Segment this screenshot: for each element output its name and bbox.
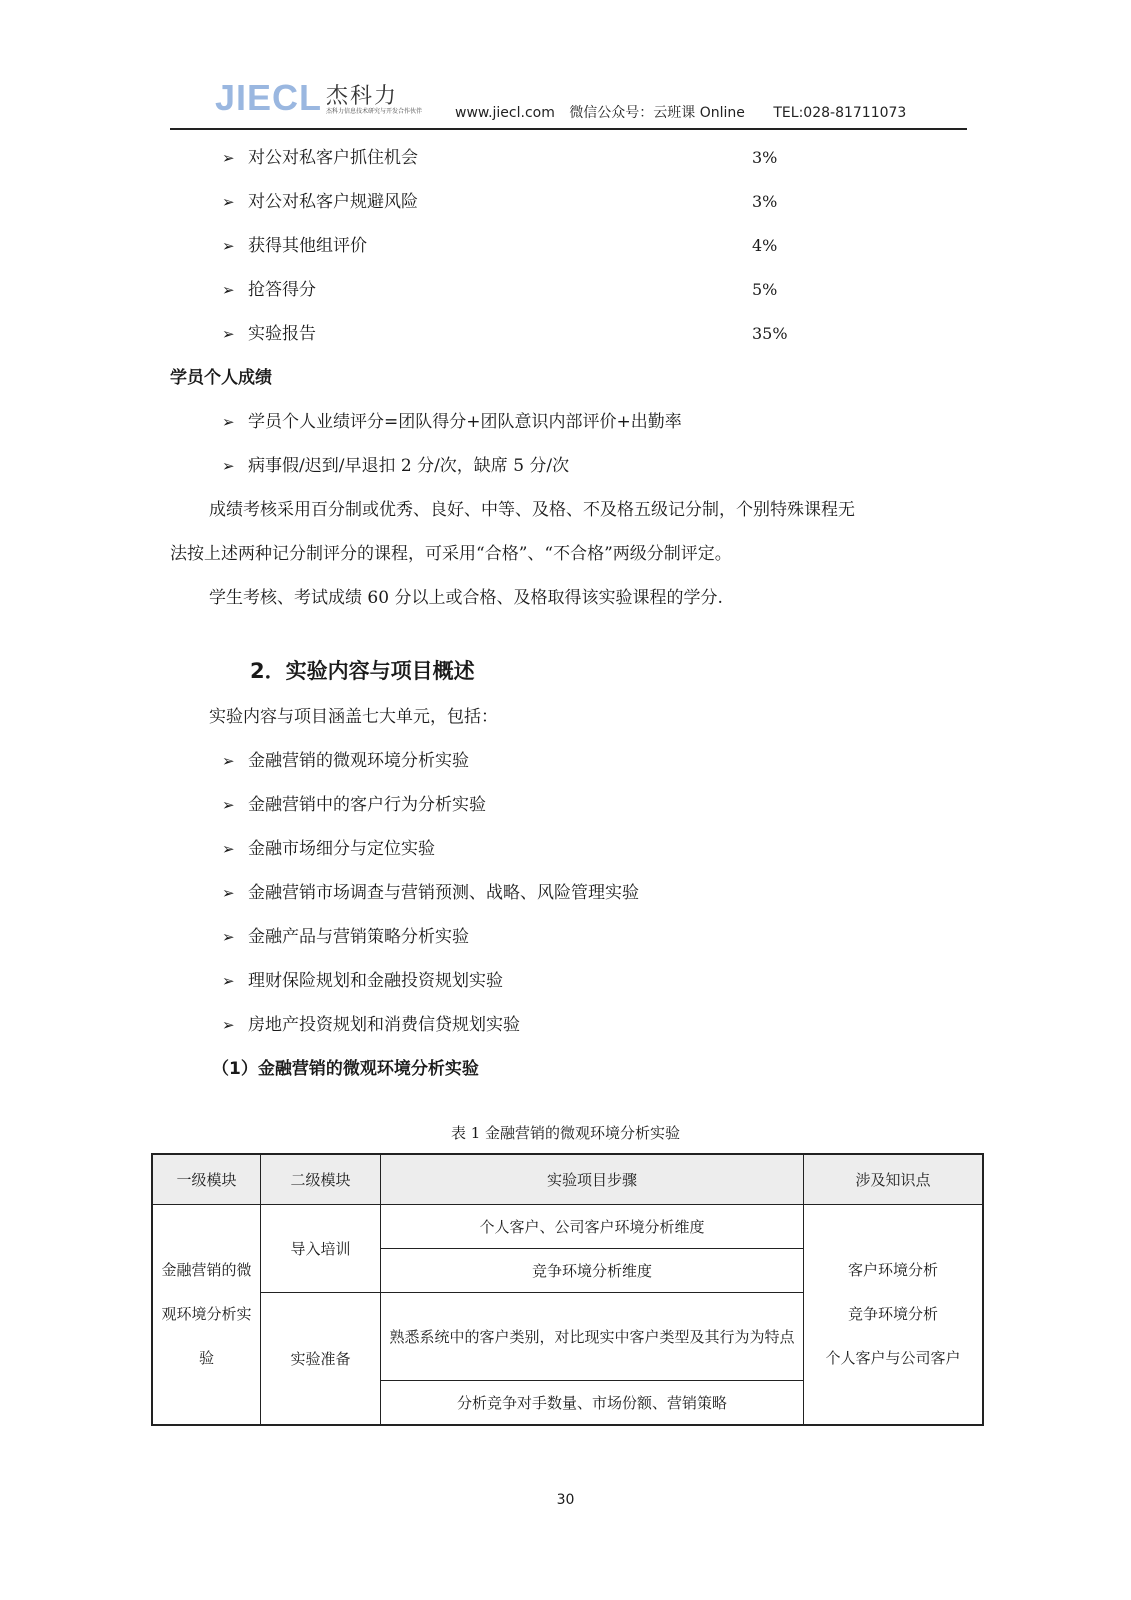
unit-list-item xyxy=(222,1014,520,1036)
bullet-arrow-icon: ➢ xyxy=(222,796,235,814)
sub-module-cell: 实验准备 xyxy=(261,1293,381,1425)
grading-paragraph-line2: 法按上述两种记分制评分的课程，可采用“合格”、“不合格”两级分制评定。 xyxy=(170,544,732,564)
jiecl-logo xyxy=(215,77,423,118)
unit-label: 房地产投资规划和消费信贷规划实验 xyxy=(248,1015,520,1035)
score-percent: 35% xyxy=(752,324,788,343)
score-percent: 4% xyxy=(752,236,778,255)
unit-label: 金融营销的微观环境分析实验 xyxy=(248,751,469,771)
step-cell: 竞争环境分析维度 xyxy=(381,1249,804,1293)
bullet-arrow-icon: ➢ xyxy=(222,413,235,431)
header-wechat: 微信公众号：云班课 Online xyxy=(569,105,745,121)
unit-label: 金融营销中的客户行为分析实验 xyxy=(248,795,486,815)
page-number: 30 xyxy=(556,1492,575,1508)
module-cell xyxy=(152,1205,261,1425)
bullet-arrow-icon: ➢ xyxy=(222,325,235,343)
knowledge-item: 客户环境分析 xyxy=(847,1261,938,1280)
knowledge-cell xyxy=(804,1205,984,1425)
step-cell: 个人客户、公司客户环境分析维度 xyxy=(381,1205,804,1249)
personal-score-heading: 学员个人成绩 xyxy=(170,368,272,388)
table-header-cell: 涉及知识点 xyxy=(804,1154,984,1205)
bullet-arrow-icon: ➢ xyxy=(222,752,235,770)
table-header-cell: 实验项目步骤 xyxy=(381,1154,804,1205)
personal-score-item xyxy=(222,411,682,433)
module-label: 金融营销的微观环境分析实验 xyxy=(161,1261,252,1368)
personal-score-text: 病事假/迟到/早退扣 2 分/次，缺席 5 分/次 xyxy=(248,456,570,476)
header-tel: TEL:028-81711073 xyxy=(773,105,907,121)
bullet-arrow-icon: ➢ xyxy=(222,840,235,858)
bullet-arrow-icon: ➢ xyxy=(222,1016,235,1034)
step-cell: 熟悉系统中的客户类别，对比现实中客户类型及其行为为特点 xyxy=(381,1293,804,1381)
grading-paragraph-line1: 成绩考核采用百分制或优秀、良好、中等、及格、不及格五级记分制，个别特殊课程无 xyxy=(209,500,855,520)
bullet-arrow-icon: ➢ xyxy=(222,149,235,167)
unit-label: 金融市场细分与定位实验 xyxy=(248,839,435,859)
score-item xyxy=(222,235,367,257)
score-item xyxy=(222,191,418,213)
score-percent: 3% xyxy=(752,148,778,167)
section-intro: 实验内容与项目涵盖七大单元，包括： xyxy=(209,707,498,727)
unit-list-item xyxy=(222,794,486,816)
sub-heading: （1）金融营销的微观环境分析实验 xyxy=(212,1059,479,1079)
header-contact-info xyxy=(455,102,916,122)
score-item xyxy=(222,147,418,169)
section-title: 2．实验内容与项目概述 xyxy=(250,659,475,683)
bullet-arrow-icon: ➢ xyxy=(222,972,235,990)
score-label: 对公对私客户规避风险 xyxy=(248,192,418,212)
table-caption: 表 1 金融营销的微观环境分析实验 xyxy=(450,1124,681,1142)
table-header-cell: 一级模块 xyxy=(152,1154,261,1205)
bullet-arrow-icon: ➢ xyxy=(222,193,235,211)
score-label: 获得其他组评价 xyxy=(248,236,367,256)
bullet-arrow-icon: ➢ xyxy=(222,281,235,299)
sub-module-cell: 导入培训 xyxy=(261,1205,381,1293)
personal-score-item xyxy=(222,455,569,477)
table-header-row xyxy=(152,1154,983,1205)
score-label: 抢答得分 xyxy=(248,280,316,300)
table-row xyxy=(152,1205,983,1249)
logo-latin-text: JIECL xyxy=(215,77,323,118)
knowledge-item: 个人客户与公司客户 xyxy=(825,1349,961,1368)
logo-subtitle: 杰科力信息技术研究与开发合作伙伴 xyxy=(326,108,423,115)
credit-paragraph: 学生考核、考试成绩 60 分以上或合格、及格取得该实验课程的学分. xyxy=(209,588,723,608)
unit-list-item xyxy=(222,882,639,904)
personal-score-text: 学员个人业绩评分=团队得分+团队意识内部评价+出勤率 xyxy=(248,412,682,432)
unit-list-item xyxy=(222,838,435,860)
header-website: www.jiecl.com xyxy=(455,105,555,121)
unit-list-item xyxy=(222,750,469,772)
score-percent: 3% xyxy=(752,192,778,211)
unit-list-item xyxy=(222,926,469,948)
bullet-arrow-icon: ➢ xyxy=(222,928,235,946)
bullet-arrow-icon: ➢ xyxy=(222,457,235,475)
unit-list-item xyxy=(222,970,503,992)
logo-chinese-text: 杰科力 xyxy=(326,84,399,109)
page-header xyxy=(170,70,967,130)
unit-label: 金融营销市场调查与营销预测、战略、风险管理实验 xyxy=(248,883,639,903)
unit-label: 理财保险规划和金融投资规划实验 xyxy=(248,971,503,991)
score-label: 实验报告 xyxy=(248,324,316,344)
bullet-arrow-icon: ➢ xyxy=(222,884,235,902)
score-item xyxy=(222,279,316,301)
knowledge-item: 竞争环境分析 xyxy=(847,1305,938,1324)
score-label: 对公对私客户抓住机会 xyxy=(248,148,418,168)
table-header-cell: 二级模块 xyxy=(261,1154,381,1205)
unit-label: 金融产品与营销策略分析实验 xyxy=(248,927,469,947)
score-item xyxy=(222,323,316,345)
bullet-arrow-icon: ➢ xyxy=(222,237,235,255)
experiment-table xyxy=(151,1153,984,1426)
score-percent: 5% xyxy=(752,280,778,299)
step-cell: 分析竞争对手数量、市场份额、营销策略 xyxy=(381,1381,804,1425)
